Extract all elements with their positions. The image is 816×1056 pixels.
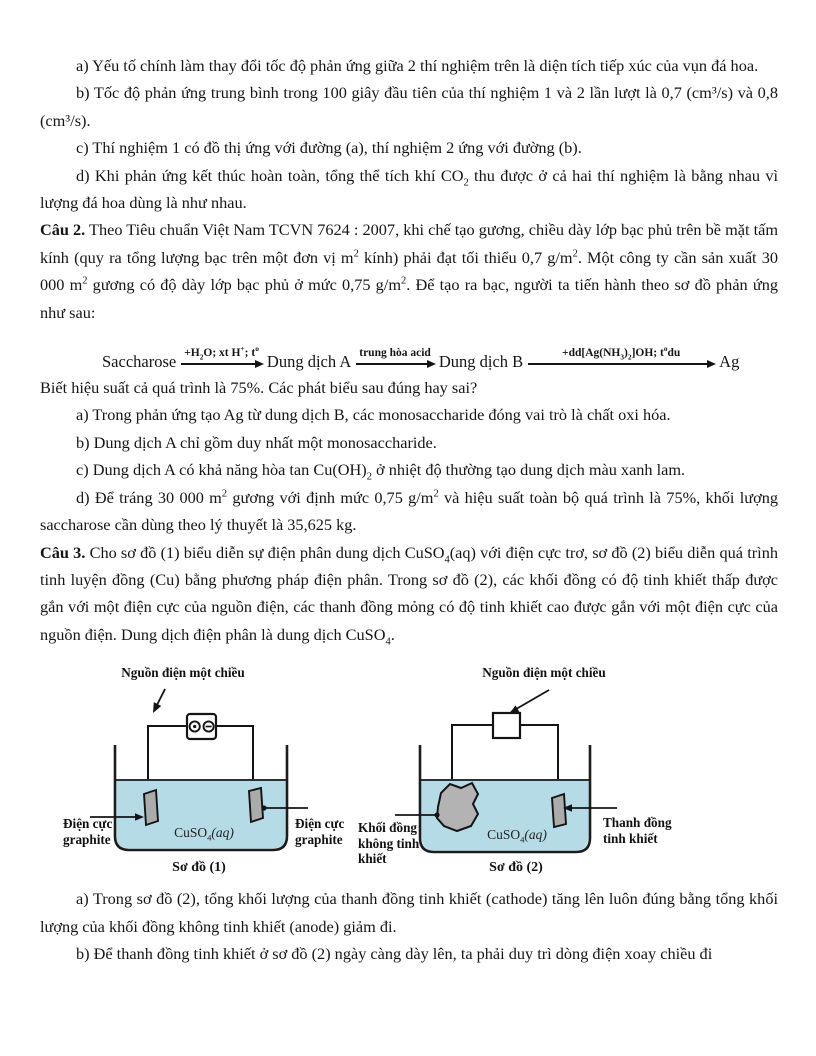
d1-pointer-arrowhead-icon — [149, 702, 161, 715]
reaction-arrow-1 — [181, 344, 262, 372]
d1-electrode-left — [144, 790, 158, 825]
d1-left-label-line2: graphite — [63, 831, 111, 847]
d2-power-supply-box — [493, 713, 520, 738]
q3-item-a: a) Trong sơ đồ (2), tổng khối lượng của thanh đồng tinh khiết (cathode) tăng lên luôn đúng bằng tổng khối lượng của khối đồng không tinh khiết (anode) giảm đi. — [40, 889, 778, 936]
reaction-arrow-2-line — [356, 363, 434, 365]
d1-electrode-right — [249, 788, 263, 822]
d2-right-label-line1: Thanh đồng — [603, 815, 672, 831]
reaction-species-saccharose: Saccharose — [102, 352, 177, 372]
reaction-arrow-1-line — [181, 363, 262, 365]
d2-left-label-line3: khiết — [358, 851, 387, 867]
q2-item-c: c) Dung dịch A có khả năng hòa $\tan Cu(OH)_2$ ở nhiệt độ thường tạo dung dịch màu xanh lam. — [76, 460, 686, 483]
reaction-arrow-3 — [528, 344, 714, 372]
d1-right-label-line1: Điện cực — [295, 816, 345, 832]
q2-item-a: a) Trong phản ứng tạo Ag từ dung dịch B, các monosaccharide đóng vai trò là chất oxi hóa. — [76, 405, 671, 425]
electrolysis-diagrams — [40, 657, 778, 885]
q2-reaction-scheme — [102, 329, 778, 372]
d1-right-label-line2: graphite — [295, 831, 343, 847]
d1-left-label-line1: Điện cực — [63, 816, 113, 832]
q1-item-b: b) Tốc độ phản ứng trung bình trong 100 giây đầu tiên của thí nghiệm 1 và 2 lần lượt là 0,7 (cm³/s) và 0,8 (cm³/s). — [40, 83, 778, 130]
reaction-arrow-3-label: $+dd[Ag(NH_3)_2]OH$; $t^odu$ — [562, 344, 681, 362]
reaction-species-solution-a: Dung dịch A — [266, 352, 352, 372]
q3-intro: Câu 3. Cho sơ đồ (1) biểu diễn sự điện phân dung dịch CuSO$_4$(aq) với điện cực trơ, sơ đồ (2) biểu diễn quá trình tinh luyện đồng (Cu) bằng phương pháp điện phân. Trong sơ đồ (2), các khối đồng có độ tinh khiết thấp được gắn với một điện cực của nguồn điện, các thanh đồng mỏng có độ tinh khiết cao được gắn với một điện cực của nguồn điện. Dung dịch điện phân là dung dịch CuSO$_4$. — [40, 542, 778, 647]
d1-caption: Sơ đồ (1) — [172, 860, 226, 876]
d1-right-label-pointer-dot — [261, 806, 266, 811]
d2-pure-copper-bar — [552, 794, 566, 827]
d2-left-label-line2: không tinh — [358, 835, 420, 851]
d1-left-electrode-label — [63, 816, 112, 847]
d1-power-label: Nguồn điện một chiều — [121, 665, 245, 681]
q3-item-b: b) Để thanh đồng tinh khiết ở sơ đồ (2) ngày càng dày lên, ta phải duy trì dòng điện xoay chiều đi — [76, 943, 713, 963]
reaction-arrow-2 — [356, 347, 434, 372]
d2-left-label-pointer-dot — [434, 813, 439, 818]
d2-left-label-line1: Khối đồng — [358, 820, 418, 836]
d1-solution-label: CuSO$_4$(aq) — [174, 825, 234, 843]
d1-terminal-positive-dot — [193, 725, 196, 728]
d2-impure-copper-block — [437, 783, 478, 831]
q1-item-c: c) Thí nghiệm 1 có đồ thị ứng với đường (a), thí nghiệm 2 ứng với đường (b). — [76, 138, 582, 158]
reaction-arrow-1-label: $+H_2O$; xt H+; $t^o$ — [184, 344, 259, 362]
q2-intro: Câu 2. Theo Tiêu chuẩn Việt Nam TCVN 7624 : 2007, khi chế tạo gương, chiều dày lớp bạc phủ trên bề mặt tấm kính (quy ra tổng lượng bạc trên một đơn vị $m^2$ kính) phải đạt tối thiểu 0,7 $g/m^2$. Một công ty cần sản xuất 30 000 $m^2$ gương có độ dày lớp bạc phủ ở mức 0,75 $g/m^2$. Để tạo ra bạc, người ta tiến hành theo sơ đồ phản ứng như sau: — [40, 220, 779, 322]
q1-item-a: a) Yếu tố chính làm thay đổi tốc độ phản ứng giữa 2 thí nghiệm trên là diện tích tiếp xúc của vụn đá hoa. — [76, 56, 759, 75]
d2-right-label-line2: tinh khiết — [603, 830, 658, 846]
reaction-arrow-3-line — [528, 363, 714, 365]
d2-power-label: Nguồn điện một chiều — [482, 665, 606, 681]
reaction-arrow-2-label: trung hòa acid — [359, 347, 431, 360]
q2-item-d: d) Để tráng 30 000 $m^2$ gương với định mức 0,75 $g/m^2$ và hiệu suất toàn bộ quá trình là 75%, khối lượng saccharose cần dùng theo lý thuyết là 35,625 kg. — [40, 487, 778, 535]
reaction-species-ag: Ag — [719, 352, 740, 372]
d1-right-electrode-label — [295, 816, 344, 847]
d2-caption: Sơ đồ (2) — [489, 860, 543, 876]
d2-pure-copper-label — [603, 815, 672, 846]
d2-solution-label: CuSO$_4$(aq) — [487, 827, 547, 845]
d2-impure-copper-label — [358, 820, 419, 867]
d2-wire-left — [452, 725, 493, 787]
q2-item-b: b) Dung dịch A chỉ gồm duy nhất một monosaccharide. — [76, 432, 437, 452]
q2-note: Biết hiệu suất cả quá trình là 75%. Các phát biểu sau đúng hay sai? — [40, 378, 478, 398]
reaction-species-solution-b: Dung dịch B — [438, 352, 524, 372]
q1-item-d: d) Khi phản ứng kết thúc hoàn toàn, tổng thể tích khí $CO_2$ thu được ở cả hai thí nghiệm là bằng nhau vì lượng đá hoa dùng là như nhau. — [40, 165, 778, 213]
